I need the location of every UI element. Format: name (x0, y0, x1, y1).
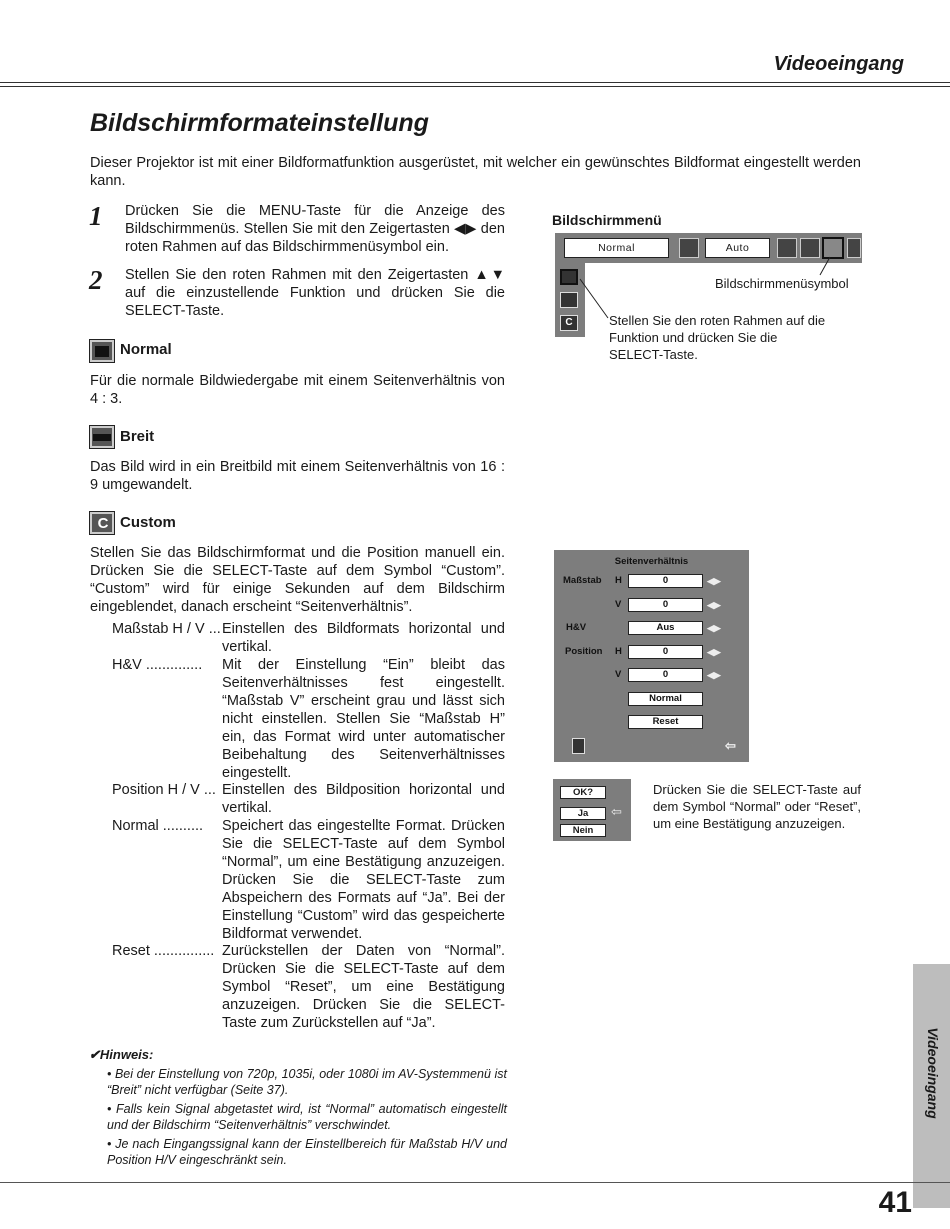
page-title: Bildschirmformateinstellung (90, 109, 429, 137)
step-number-1: 1 (89, 201, 103, 231)
option-desc-custom: Stellen Sie das Bildschirmformat und die Position manuell ein. Drücken Sie die SELECT-Taste auf dem Symbol “Custom”. “Custom” wird für einige Sekunden auf dem Bildschirm eingeblendet, danach erscheint “Seitenverhältnis”. (90, 545, 505, 615)
side-tab (913, 964, 950, 1208)
definition-term: Reset ............... (112, 943, 215, 959)
option-label-breit: Breit (120, 428, 155, 445)
menu-box-normal: Normal (564, 238, 669, 258)
panel-row-label: Position (565, 646, 603, 657)
confirm-no-button[interactable]: Nein (560, 824, 606, 837)
panel-row-label: Maßstab (563, 575, 602, 586)
menu-box-auto: Auto (705, 238, 770, 258)
panel-row-sub: H (615, 575, 622, 586)
definition-term: Maßstab H / V ... (112, 621, 221, 637)
back-arrow-icon: ⇦ (611, 804, 622, 819)
left-right-arrows-icon: ◀▶ (707, 576, 721, 586)
option-label-normal: Normal (120, 341, 172, 358)
hint-item-3: • Je nach Eingangssignal kann der Einstellbereich für Maßstab H/V und Position H/V eingeschränkt sein. (107, 1137, 507, 1167)
partial-menu-icon (847, 238, 861, 258)
screen-wide-icon (89, 425, 115, 449)
panel-normal-button[interactable]: Normal (628, 692, 703, 706)
position-v-value[interactable]: 0 (628, 668, 703, 682)
left-right-arrows-icon: ◀▶ (707, 623, 721, 633)
hint-item-1: • Bei der Einstellung von 720p, 1035i, oder 1080i im AV-Systemmenü ist “Breit” nicht verfügbar (Seite 37). (107, 1067, 507, 1097)
panel-reset-button[interactable]: Reset (628, 715, 703, 729)
section-title: Videoeingang (773, 53, 904, 75)
panel-row-sub: V (615, 669, 622, 680)
definition-desc: Einstellen des Bildposition horizontal und vertikal. (222, 782, 505, 816)
hint-title: ✔Hinweis: (89, 1047, 154, 1062)
scale-v-value[interactable]: 0 (628, 598, 703, 612)
header-rule-2 (0, 86, 950, 87)
definition-desc: Einstellen des Bildformats horizontal und vertikal. (222, 621, 505, 655)
confirm-dialog (553, 779, 631, 841)
hint-item-2: • Falls kein Signal abgetastet wird, ist “Normal” automatisch eingestellt und der Bildschirm “Seitenverhältnis” verschwindet. (107, 1102, 507, 1132)
definition-term: Position H / V ... (112, 782, 216, 798)
definition-term: Normal .......... (112, 818, 204, 834)
left-right-arrows-icon: ◀▶ (707, 670, 721, 680)
figure-label-menu: Bildschirmmenü (552, 212, 662, 228)
option-desc-breit: Das Bild wird in ein Breitbild mit einem Seitenverhältnis von 16 : 9 umgewandelt. (90, 459, 505, 493)
side-tab-label: Videoeingang (925, 1027, 941, 1119)
footer-rule (0, 1182, 950, 1183)
page-number: 41 (878, 1186, 912, 1219)
custom-c-icon (89, 511, 115, 535)
definition-desc: Mit der Einstellung “Ein” bleibt das Seitenverhältnisses fest eingestellt. “Maßstab V” erscheint grau und lässt sich nicht einstellen. Stellen Sie “Maßstab H” ein, das Format wird unter automatischer Beibehaltung des Seitenverhältnisses eingestellt. (222, 657, 505, 781)
intro-text: Dieser Projektor ist mit einer Bildformatfunktion ausgerüstet, mit welcher ein gewünschtes Bildformat eingestellt werden kann. (90, 155, 861, 189)
custom-icon-letter: C (97, 515, 109, 532)
panel-title: Seitenverhältnis (614, 556, 689, 567)
header-rule (0, 82, 950, 83)
panel-row-sub: H (615, 646, 622, 657)
definition-term: H&V .............. (112, 657, 203, 673)
aspect-panel (554, 550, 749, 762)
confirm-caption: Drücken Sie die SELECT-Taste auf dem Symbol “Normal” oder “Reset”, um eine Bestätigung anzuzeigen. (653, 782, 861, 831)
definition-desc: Speichert das eingestellte Format. Drücken Sie die SELECT-Taste auf dem Symbol “Normal”, um eine Bestätigung anzuzeigen. Drücken Sie die SELECT-Taste zum Abspeichern des Formats auf “Ja”. Bei der Einstellung “Custom” wird das gespeicherte Bildformat verwendet. (222, 818, 505, 942)
left-right-arrows-icon: ◀▶ (707, 647, 721, 657)
screen-normal-icon (89, 339, 115, 363)
option-label-custom: Custom (120, 514, 176, 531)
custom-c-icon: C (560, 315, 578, 331)
confirm-ok-label: OK? (560, 786, 606, 799)
panel-row-label: H&V (566, 622, 587, 633)
callout-symbol: Bildschirmmenüsymbol (715, 276, 849, 291)
option-desc-normal: Für die normale Bildwiedergabe mit einem Seitenverhältnis von 4 : 3. (90, 373, 505, 407)
back-arrow-icon: ⇦ (725, 738, 736, 753)
step-text-2: Stellen Sie den roten Rahmen mit den Zeigertasten ▲▼ auf die einzustellende Funktion und drücken Sie die SELECT-Taste. (125, 267, 505, 319)
definition-desc: Zurückstellen der Daten von “Normal”. Drücken Sie die SELECT-Taste auf dem Symbol “Reset”, um eine Bestätigung anzuzeigen. Drücken Sie die SELECT-Taste zum Zurückstellen auf “Ja”. (222, 943, 505, 1031)
scale-h-value[interactable]: 0 (628, 574, 703, 588)
callout-function: Stellen Sie den roten Rahmen auf die Funktion und drücken Sie die SELECT-Taste. (609, 313, 826, 362)
panel-row-sub: V (615, 599, 622, 610)
left-right-arrows-icon: ◀▶ (707, 600, 721, 610)
position-h-value[interactable]: 0 (628, 645, 703, 659)
step-number-2: 2 (89, 265, 103, 295)
step-text-1: Drücken Sie die MENU-Taste für die Anzeige des Bildschirmmenüs. Stellen Sie mit den Zeigertasten ◀▶ den roten Rahmen auf das Bildschirmmenüsymbol ein. (125, 203, 505, 255)
exit-door-icon[interactable] (572, 738, 585, 754)
confirm-yes-button[interactable]: Ja (560, 807, 606, 820)
hv-value[interactable]: Aus (628, 621, 703, 635)
